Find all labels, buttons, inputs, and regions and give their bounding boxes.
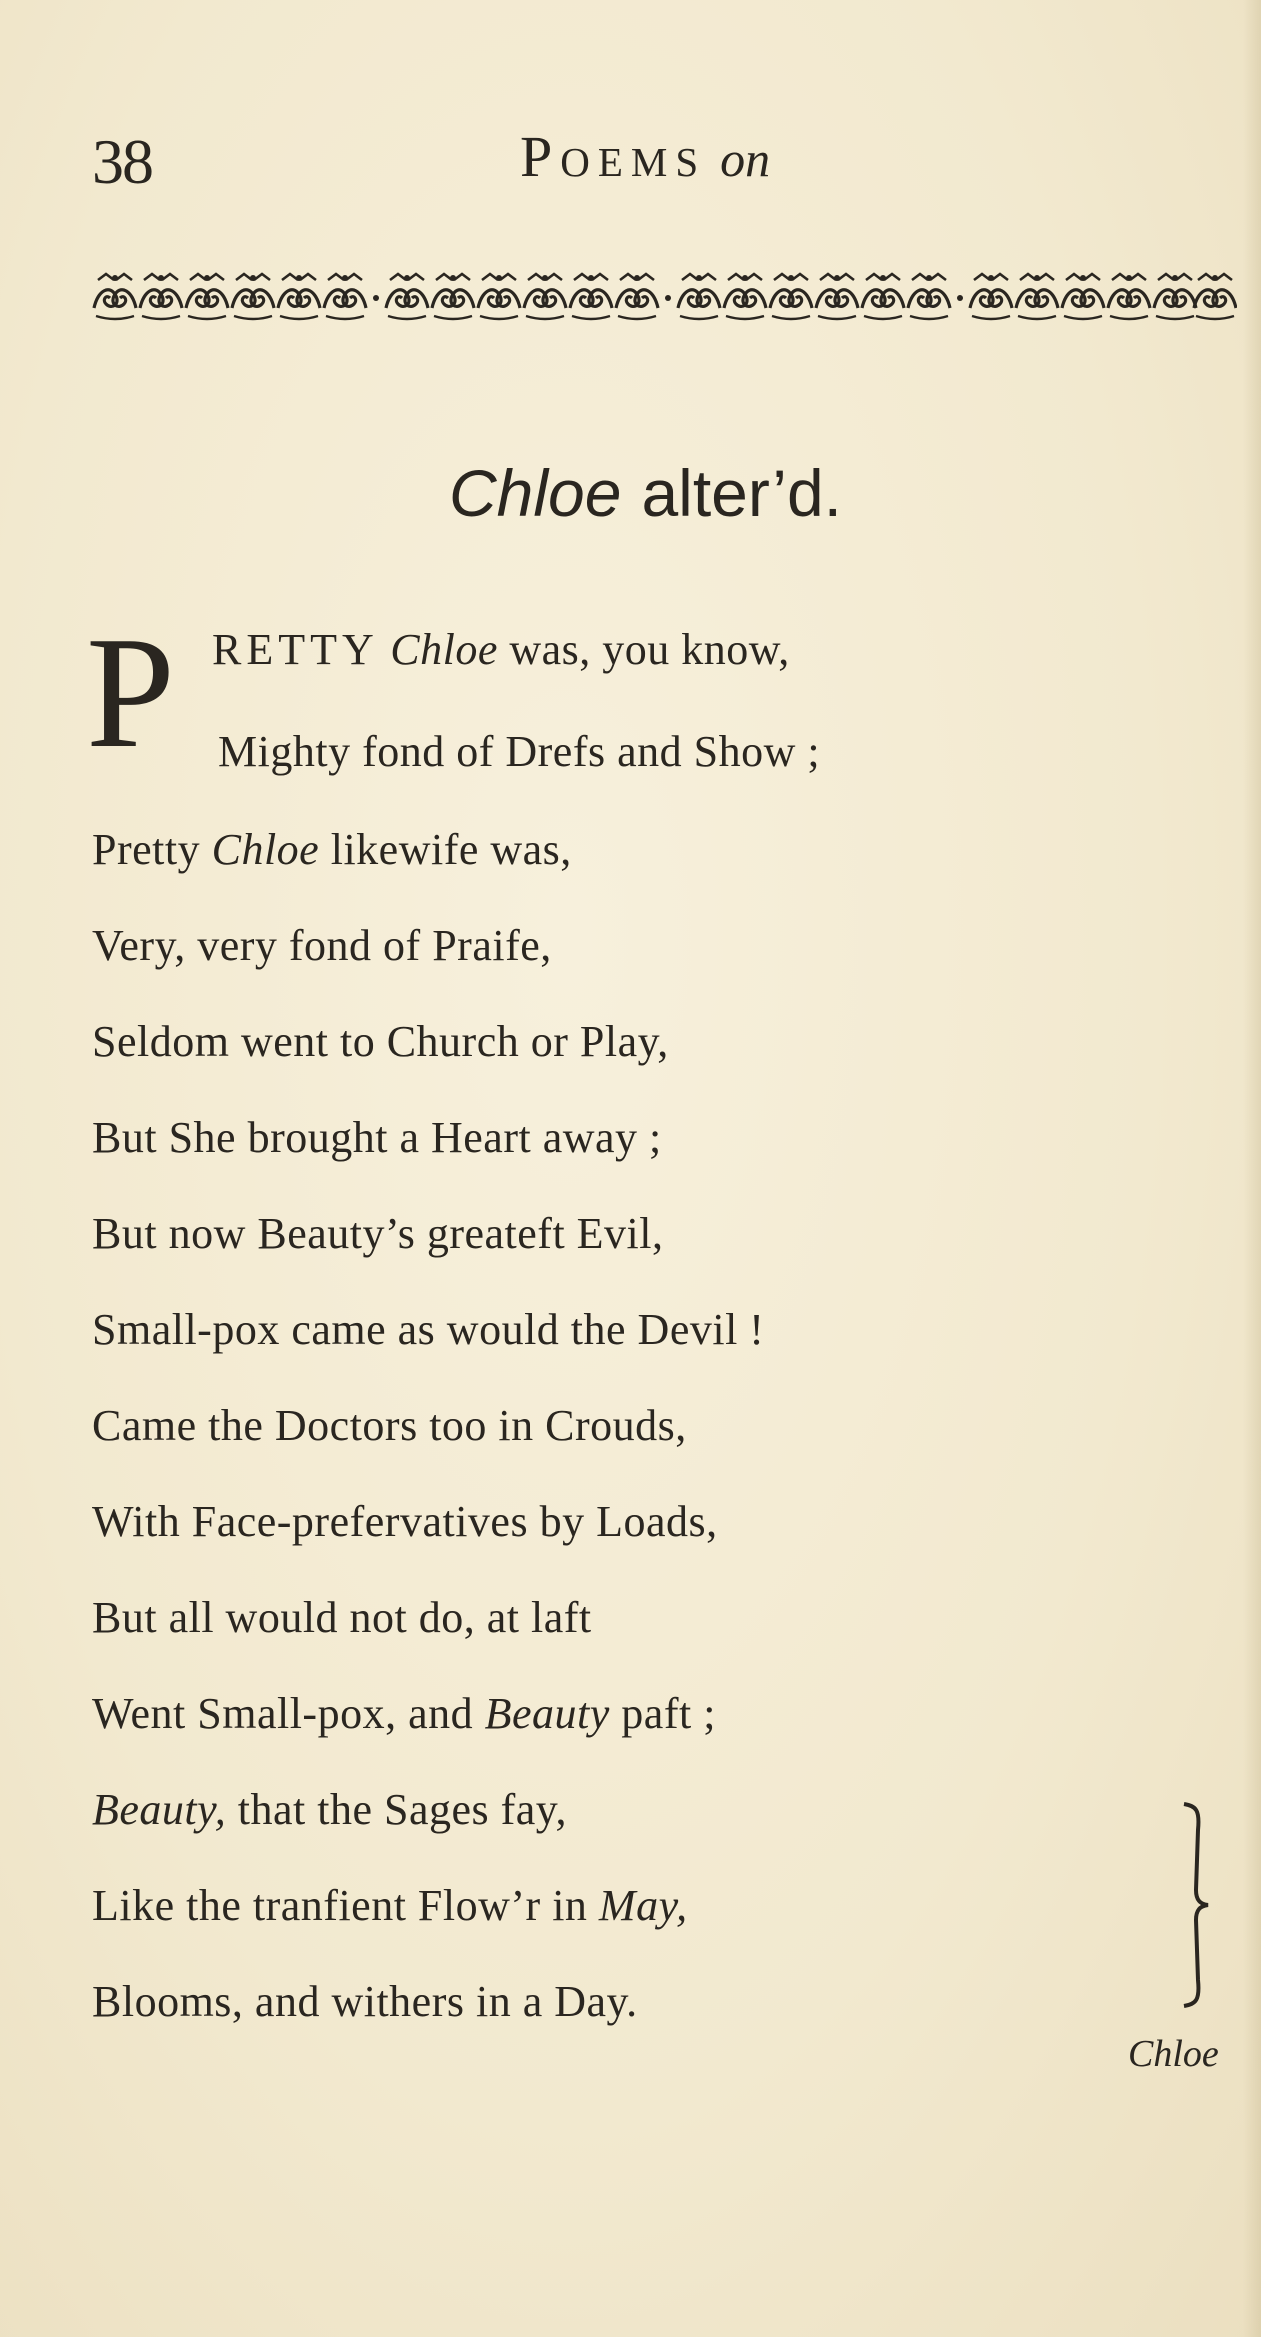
catchword: Chloe (1128, 2033, 1219, 2075)
verse-line-13-italic: Beauty, (92, 1785, 227, 1834)
verse-line-4: Very, very fond of Praife, (92, 921, 552, 970)
running-title (520, 124, 771, 189)
running-title-main: Poems (520, 124, 707, 189)
poem-title-rest: alter’d. (641, 456, 842, 530)
verse-line-3-pre: Pretty (92, 825, 201, 874)
verse-line-9: Came the Doctors too in Crouds, (92, 1401, 687, 1450)
verse-line-2: Mighty fond of Drefs and Show ; (218, 727, 821, 776)
page-edge-shadow (1243, 0, 1261, 2337)
poem-title (0, 456, 1261, 530)
verse-line-1-caps: RETTY (212, 625, 379, 674)
verse-line-12-rest: paft ; (621, 1689, 716, 1738)
verse-line-6: But She brought a Heart away ; (92, 1113, 662, 1162)
triplet-bracket (1178, 1800, 1218, 2010)
verse-line-13-rest: that the Sages fay, (237, 1785, 567, 1834)
verse-line-10: With Face-prefervatives by Loads, (92, 1497, 718, 1546)
verse-line-14-italic: May, (598, 1881, 688, 1930)
verse-line-11: But all would not do, at laft (92, 1593, 592, 1642)
poem-title-name: Chloe (449, 456, 622, 530)
verse-line-12-pre: Went Small-pox, and (92, 1689, 474, 1738)
page-number: 38 (92, 126, 152, 197)
verse-line-7: But now Beauty’s greateft Evil, (92, 1209, 664, 1258)
ornamental-band (92, 268, 1237, 324)
verse-line-3-rest: likewife was, (330, 825, 572, 874)
running-title-italic: on (720, 131, 771, 187)
verse-line-1-italic: Chloe (390, 625, 498, 674)
verse-line-12-italic: Beauty (484, 1689, 610, 1738)
verse-line-8: Small-pox came as would the Devil ! (92, 1305, 765, 1354)
verse-line-1 (212, 625, 790, 674)
verse-line-5: Seldom went to Church or Play, (92, 1017, 669, 1066)
drop-cap: P (86, 603, 175, 781)
verse-line-1-rest: was, you know, (509, 625, 790, 674)
verse-line-3 (92, 825, 572, 874)
ornament-group-1 (94, 274, 366, 319)
verse-line-14 (92, 1881, 688, 1930)
verse-line-15: Blooms, and withers in a Day. (92, 1977, 638, 2026)
verse-line-14-pre: Like the tranfient Flow’r in (92, 1881, 588, 1930)
verse-line-13 (92, 1785, 567, 1834)
verse-line-3-italic: Chloe (211, 825, 320, 874)
verse-line-12 (92, 1689, 716, 1738)
